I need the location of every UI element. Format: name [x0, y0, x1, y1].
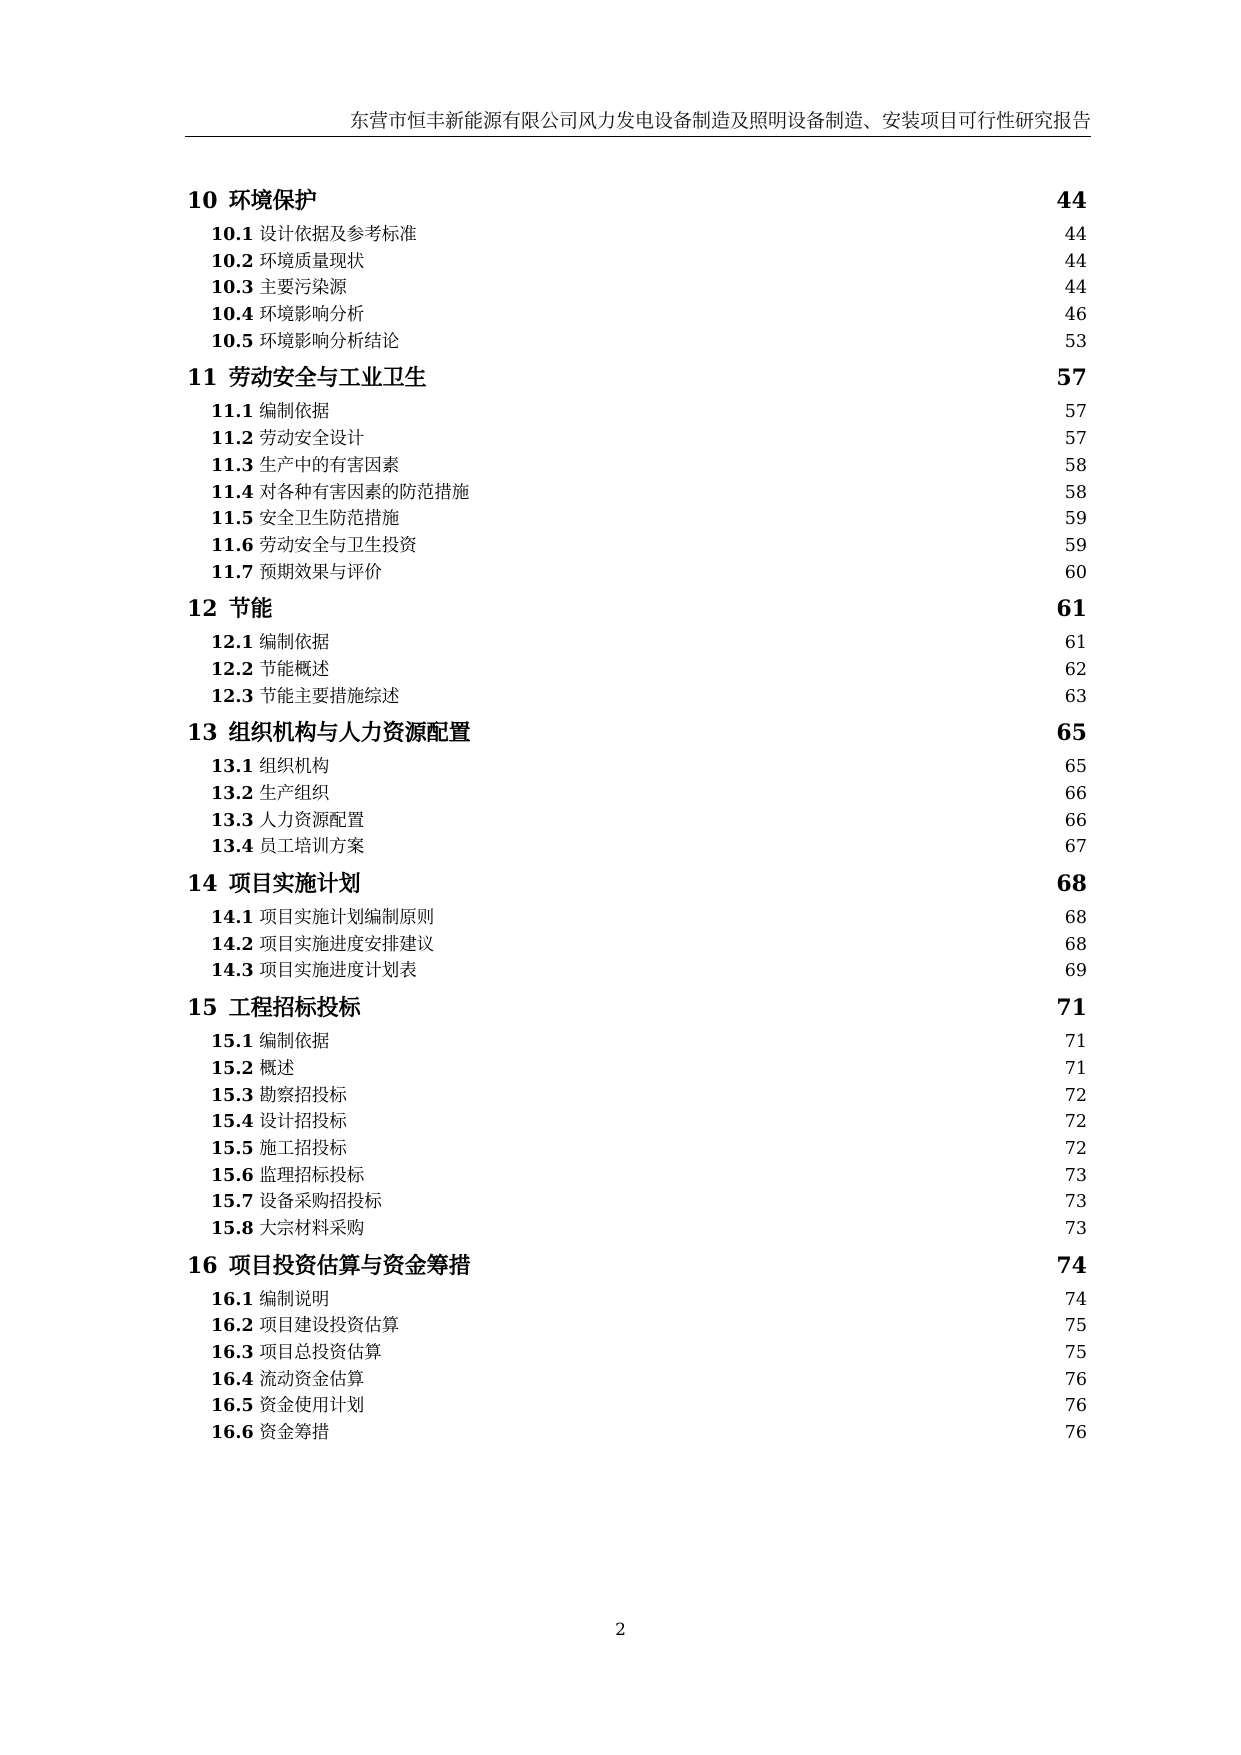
section-page-number: 62: [1064, 659, 1087, 680]
section-number: 15.2: [211, 1058, 254, 1079]
section-label: [211, 1109, 347, 1136]
toc-section-entry[interactable]: [187, 1287, 1087, 1314]
section-title: 节能概述: [259, 659, 330, 680]
section-page-number: 46: [1064, 305, 1087, 326]
section-title: 劳动安全与卫生投资: [259, 535, 417, 556]
section-number: 13.2: [211, 784, 254, 804]
section-label: [211, 1420, 329, 1447]
section-number: 10.2: [211, 251, 254, 272]
section-label: [211, 1056, 294, 1083]
section-label: [211, 808, 364, 835]
section-number: 11.7: [211, 562, 254, 583]
chapter-page-number: 61: [1056, 596, 1087, 623]
chapter-title: 节能: [228, 596, 273, 623]
section-page-number: 59: [1064, 509, 1087, 530]
section-title: 劳动安全设计: [259, 429, 365, 450]
section-title: 项目实施计划编制原则: [259, 908, 435, 929]
section-title: 节能主要措施综述: [259, 686, 400, 707]
section-label: [211, 630, 329, 657]
section-number: 14.1: [211, 908, 254, 929]
section-page-number: 74: [1064, 1289, 1087, 1310]
section-page-number: 61: [1064, 633, 1087, 654]
section-page-number: 58: [1064, 482, 1087, 503]
chapter-label: [187, 869, 361, 899]
section-number: 15.7: [211, 1192, 254, 1213]
section-title: 预期效果与评价: [259, 562, 382, 583]
section-number: 16.5: [211, 1396, 254, 1417]
toc-chapter-entry[interactable]: [187, 993, 1087, 1023]
running-header: 东营市恒丰新能源有限公司风力发电设备制造及照明设备制造、安装项目可行性研究报告: [349, 110, 1091, 132]
section-page-number: 57: [1064, 402, 1087, 423]
section-page-number: 44: [1064, 225, 1087, 245]
section-title: 大宗材料采购: [259, 1218, 365, 1239]
toc-section-entry[interactable]: [187, 533, 1087, 560]
section-title: 组织机构: [259, 757, 330, 778]
section-number: 12.1: [211, 633, 254, 654]
chapter-number: 12: [187, 596, 218, 623]
section-page-number: 53: [1064, 331, 1087, 352]
toc-section-entry[interactable]: [187, 1029, 1087, 1056]
toc-section-entry[interactable]: [187, 1393, 1087, 1420]
section-label: [211, 1340, 382, 1367]
section-label: [211, 399, 329, 426]
section-label: [211, 1216, 364, 1243]
toc-section-entry[interactable]: [187, 1109, 1087, 1136]
toc-section-entry[interactable]: [187, 1189, 1087, 1216]
section-title: 监理招标投标: [259, 1165, 365, 1186]
section-label: [211, 222, 417, 249]
section-page-number: 73: [1064, 1218, 1087, 1239]
section-label: [211, 1367, 364, 1394]
section-number: 15.3: [211, 1085, 254, 1106]
section-title: 编制依据: [259, 1032, 330, 1053]
toc-section-entry[interactable]: [187, 657, 1087, 684]
section-label: [211, 1287, 329, 1314]
section-page-number: 73: [1064, 1192, 1087, 1213]
section-page-number: 69: [1064, 961, 1087, 982]
section-label: [211, 329, 399, 356]
section-title: 概述: [259, 1058, 295, 1079]
toc-chapter-entry[interactable]: [187, 594, 1087, 624]
section-title: 资金筹措: [259, 1423, 330, 1444]
section-title: 员工培训方案: [259, 837, 365, 858]
section-page-number: 65: [1064, 757, 1087, 778]
section-number: 11.4: [211, 482, 254, 503]
chapter-number: 16: [187, 1252, 218, 1279]
section-number: 10.4: [211, 305, 254, 326]
chapter-title: 工程招标投标: [228, 995, 361, 1022]
toc-section-entry[interactable]: [187, 1136, 1087, 1163]
section-number: 11.1: [211, 402, 254, 423]
section-title: 环境影响分析: [259, 305, 365, 326]
toc-chapter-entry[interactable]: [187, 363, 1087, 393]
section-title: 生产中的有害因素: [259, 455, 400, 476]
section-label: [211, 657, 329, 684]
section-number: 16.1: [211, 1289, 254, 1310]
section-number: 15.6: [211, 1165, 254, 1186]
toc-section-entry[interactable]: [187, 329, 1087, 356]
chapter-label: [187, 594, 273, 624]
toc-section-entry[interactable]: [187, 302, 1087, 329]
section-number: 10.5: [211, 331, 254, 352]
toc-section-entry[interactable]: [187, 1216, 1087, 1243]
section-page-number: 71: [1064, 1058, 1087, 1079]
section-number: 15.4: [211, 1112, 254, 1133]
section-title: 施工招投标: [259, 1138, 347, 1159]
section-label: [211, 781, 329, 808]
toc-section-entry[interactable]: [187, 754, 1087, 781]
chapter-title: 项目实施计划: [228, 871, 361, 898]
toc-section-entry[interactable]: [187, 958, 1087, 985]
chapter-page-number: 65: [1056, 720, 1087, 747]
section-page-number: 72: [1064, 1112, 1087, 1133]
section-page-number: 76: [1064, 1396, 1087, 1417]
section-title: 主要污染源: [259, 278, 347, 299]
section-page-number: 71: [1064, 1032, 1087, 1053]
section-number: 11.6: [211, 535, 254, 556]
section-title: 项目实施进度安排建议: [259, 934, 435, 955]
section-label: [211, 480, 469, 507]
toc-chapter-entry[interactable]: [187, 869, 1087, 899]
toc-section-entry[interactable]: [187, 453, 1087, 480]
section-page-number: 66: [1064, 810, 1087, 831]
section-title: 人力资源配置: [259, 810, 365, 831]
section-number: 11.5: [211, 509, 254, 530]
section-number: 13.1: [211, 757, 254, 778]
toc-section-entry[interactable]: [187, 506, 1087, 533]
section-label: [211, 426, 364, 453]
section-number: 16.4: [211, 1369, 254, 1390]
section-number: 15.1: [211, 1032, 254, 1053]
chapter-number: 11: [187, 365, 218, 392]
section-number: 15.8: [211, 1218, 254, 1239]
section-label: [211, 1083, 347, 1110]
section-label: [211, 932, 434, 959]
toc-section-entry[interactable]: [187, 808, 1087, 835]
section-title: 编制依据: [259, 402, 330, 423]
section-title: 生产组织: [259, 784, 330, 804]
chapter-page-number: 71: [1056, 995, 1087, 1022]
section-title: 编制说明: [259, 1289, 330, 1310]
section-page-number: 44: [1064, 251, 1087, 272]
section-page-number: 59: [1064, 535, 1087, 556]
section-label: [211, 249, 364, 276]
chapter-page-number: 57: [1056, 365, 1087, 392]
section-number: 11.3: [211, 455, 254, 476]
toc-section-entry[interactable]: [187, 781, 1087, 808]
section-page-number: 75: [1064, 1316, 1087, 1337]
toc-section-entry[interactable]: [187, 630, 1087, 657]
section-page-number: 68: [1064, 934, 1087, 955]
section-page-number: 58: [1064, 455, 1087, 476]
section-label: [211, 1313, 399, 1340]
section-number: 13.4: [211, 837, 254, 858]
section-number: 10.3: [211, 278, 254, 299]
chapter-title: 环境保护: [228, 188, 317, 214]
section-label: [211, 560, 382, 587]
toc-section-entry[interactable]: [187, 426, 1087, 453]
section-number: 12.3: [211, 686, 254, 707]
section-label: [211, 275, 347, 302]
section-number: 10.1: [211, 225, 254, 245]
section-label: [211, 1189, 382, 1216]
section-title: 勘察招投标: [259, 1085, 347, 1106]
section-label: [211, 684, 399, 711]
section-page-number: 68: [1064, 908, 1087, 929]
section-page-number: 60: [1064, 562, 1087, 583]
section-title: 编制依据: [259, 633, 330, 654]
section-label: [211, 1393, 364, 1420]
section-label: [211, 533, 417, 560]
toc-section-entry[interactable]: [187, 1056, 1087, 1083]
section-number: 14.2: [211, 934, 254, 955]
section-number: 16.6: [211, 1423, 254, 1444]
section-page-number: 66: [1064, 784, 1087, 804]
page-number: 2: [615, 1620, 626, 1640]
section-label: [211, 302, 364, 329]
header-rule: [185, 136, 1091, 137]
chapter-label: [187, 363, 427, 393]
section-title: 设计招投标: [259, 1112, 347, 1133]
section-label: [211, 754, 329, 781]
section-label: [211, 1136, 347, 1163]
section-page-number: 44: [1064, 278, 1087, 299]
section-label: [211, 1163, 364, 1190]
toc-chapter-entry[interactable]: [187, 1251, 1087, 1281]
chapter-number: 10: [187, 188, 218, 214]
section-title: 资金使用计划: [259, 1396, 365, 1417]
section-label: [211, 834, 364, 861]
chapter-title: 组织机构与人力资源配置: [228, 720, 471, 747]
toc-section-entry[interactable]: [187, 1340, 1087, 1367]
section-label: [211, 905, 434, 932]
section-title: 环境影响分析结论: [259, 331, 400, 352]
table-of-contents: [187, 186, 1087, 1447]
section-number: 16.2: [211, 1316, 254, 1337]
section-title: 项目实施进度计划表: [259, 961, 417, 982]
section-page-number: 63: [1064, 686, 1087, 707]
section-page-number: 75: [1064, 1343, 1087, 1363]
toc-section-entry[interactable]: [187, 1083, 1087, 1110]
section-title: 设备采购招投标: [259, 1192, 382, 1213]
section-number: 15.5: [211, 1138, 254, 1159]
toc-section-entry[interactable]: [187, 480, 1087, 507]
chapter-page-number: 74: [1056, 1252, 1087, 1279]
section-title: 项目建设投资估算: [259, 1316, 400, 1337]
toc-section-entry[interactable]: [187, 560, 1087, 587]
chapter-label: [187, 186, 317, 216]
section-title: 项目总投资估算: [259, 1343, 382, 1363]
toc-section-entry[interactable]: [187, 1367, 1087, 1394]
section-number: 16.3: [211, 1343, 254, 1363]
toc-section-entry[interactable]: [187, 1163, 1087, 1190]
chapter-title: 项目投资估算与资金筹措: [228, 1252, 471, 1279]
section-title: 环境质量现状: [259, 251, 365, 272]
toc-section-entry[interactable]: [187, 834, 1087, 861]
section-number: 13.3: [211, 810, 254, 831]
section-title: 安全卫生防范措施: [259, 509, 400, 530]
chapter-page-number: 68: [1056, 871, 1087, 898]
section-label: [211, 506, 399, 533]
toc-section-entry[interactable]: [187, 275, 1087, 302]
toc-section-entry[interactable]: [187, 1313, 1087, 1340]
section-title: 设计依据及参考标准: [259, 225, 417, 245]
chapter-page-number: 44: [1056, 188, 1087, 214]
chapter-label: [187, 718, 471, 748]
toc-section-entry[interactable]: [187, 222, 1087, 249]
section-page-number: 57: [1064, 429, 1087, 450]
toc-section-entry[interactable]: [187, 684, 1087, 711]
section-number: 14.3: [211, 961, 254, 982]
toc-section-entry[interactable]: [187, 249, 1087, 276]
section-page-number: 72: [1064, 1138, 1087, 1159]
toc-section-entry[interactable]: [187, 905, 1087, 932]
section-label: [211, 1029, 329, 1056]
chapter-number: 13: [187, 720, 218, 747]
section-page-number: 73: [1064, 1165, 1087, 1186]
toc-section-entry[interactable]: [187, 399, 1087, 426]
section-page-number: 76: [1064, 1423, 1087, 1444]
section-title: 流动资金估算: [259, 1369, 365, 1390]
section-title: 对各种有害因素的防范措施: [259, 482, 470, 503]
chapter-label: [187, 993, 361, 1023]
toc-chapter-entry[interactable]: [187, 186, 1087, 216]
chapter-label: [187, 1251, 471, 1281]
section-page-number: 67: [1064, 837, 1087, 858]
toc-section-entry[interactable]: [187, 932, 1087, 959]
section-page-number: 72: [1064, 1085, 1087, 1106]
toc-chapter-entry[interactable]: [187, 718, 1087, 748]
section-number: 12.2: [211, 659, 254, 680]
chapter-number: 14: [187, 871, 218, 898]
section-page-number: 76: [1064, 1369, 1087, 1390]
toc-section-entry[interactable]: [187, 1420, 1087, 1447]
chapter-number: 15: [187, 995, 218, 1022]
section-number: 11.2: [211, 429, 254, 450]
section-label: [211, 958, 417, 985]
section-label: [211, 453, 399, 480]
chapter-title: 劳动安全与工业卫生: [228, 365, 427, 392]
